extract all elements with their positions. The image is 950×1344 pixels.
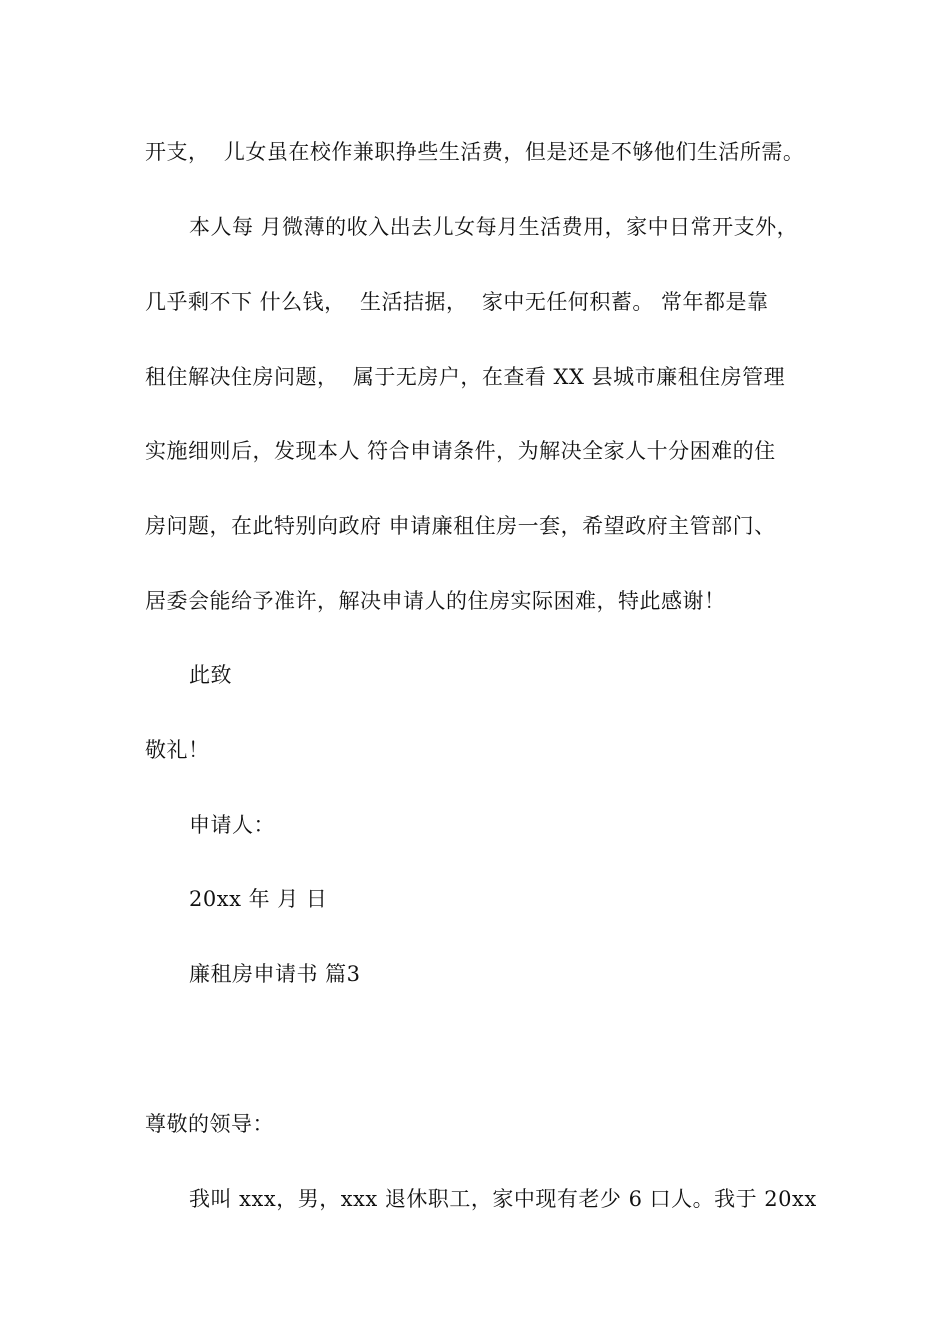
paragraph-line: 几乎剩不下 什么钱， 生活拮据， 家中无任何积蓄。 常年都是靠 [145, 290, 769, 314]
paragraph-line: 租住解决住房问题， 属于无房户，在查看 XX 县城市廉租住房管理 [145, 365, 786, 389]
applicant-label: 申请人： [189, 813, 275, 837]
section-heading: 廉租房申请书 篇3 [189, 962, 361, 986]
paragraph-line: 实施细则后，发现本人 符合申请条件，为解决全家人十分困难的住 [145, 439, 776, 463]
paragraph-line: 本人每 月微薄的收入出去儿女每月生活费用，家中日常开支外， [189, 215, 799, 239]
paragraph-line: 我叫 xxx，男，xxx 退休职工，家中现有老少 6 口人。我于 20xx [189, 1187, 817, 1211]
salutation-closing: 此致 [189, 663, 232, 687]
paragraph-line: 房问题，在此特别向政府 申请廉租住房一套，希望政府主管部门、 [145, 514, 776, 538]
paragraph-line: 开支， 儿女虽在校作兼职挣些生活费，但是还是不够他们生活所需。 [145, 140, 805, 164]
salutation-regards: 敬礼！ [145, 738, 210, 762]
paragraph-line: 居委会能给予准许，解决申请人的住房实际困难，特此感谢！ [145, 589, 726, 613]
date-line: 20xx 年 月 日 [189, 887, 328, 911]
letter-greeting: 尊敬的领导： [145, 1112, 274, 1136]
